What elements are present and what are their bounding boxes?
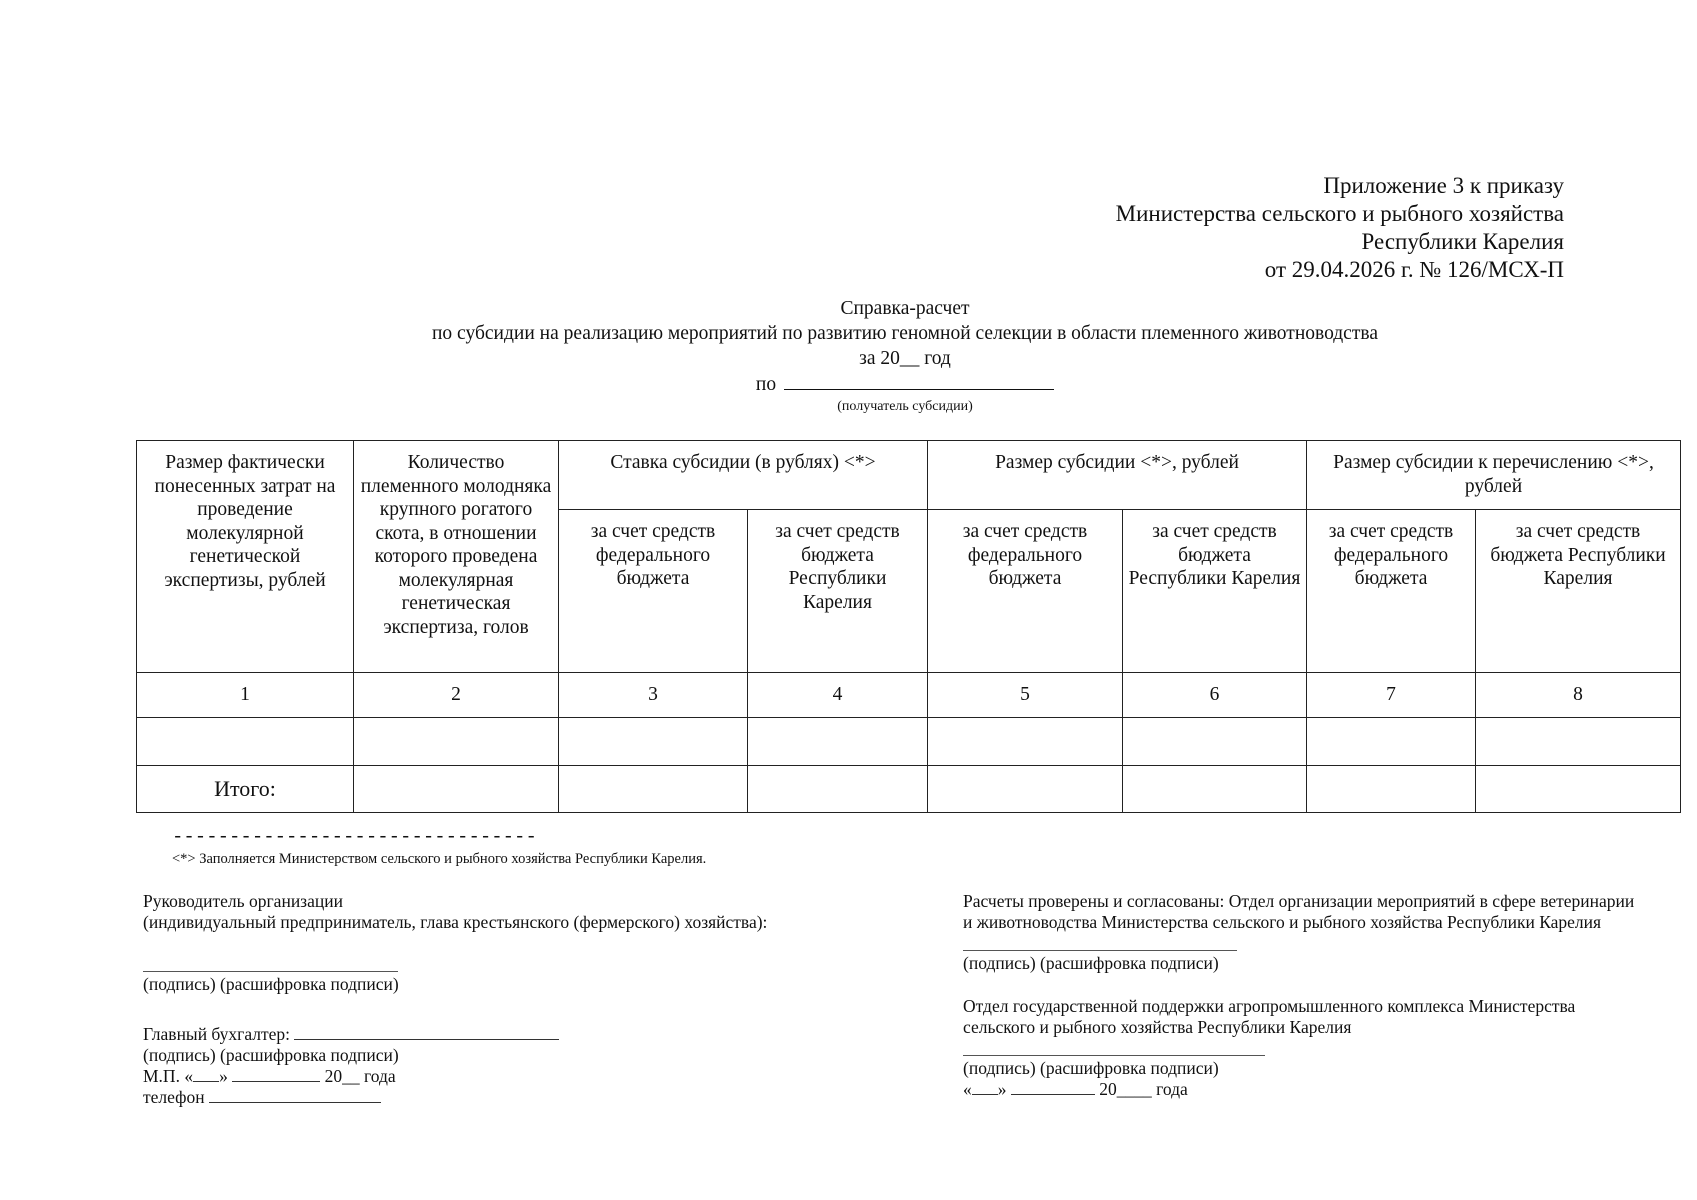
accountant-label: Главный бухгалтер:	[143, 1024, 291, 1044]
table-header-row	[137, 441, 1681, 510]
data-cell[interactable]	[1476, 718, 1681, 766]
subheader-amount-regional: за счет средств бюджета Республики Карелия	[1123, 510, 1307, 673]
accountant-signature-caption: (подпись) (расшифровка подписи)	[143, 1045, 399, 1065]
dept2-signature-caption: (подпись) (расшифровка подписи)	[963, 1058, 1219, 1078]
dept2-day-field[interactable]	[972, 1079, 998, 1095]
dept1-line1: Расчеты проверены и согласованы: Отдел организации мероприятий в сфере ветеринарии	[963, 891, 1635, 911]
recipient-field[interactable]	[784, 371, 1054, 390]
column-number: 2	[354, 673, 559, 718]
data-row	[137, 718, 1681, 766]
document-title-block	[0, 296, 1697, 415]
stamp-date-mid: »	[219, 1066, 228, 1086]
recipient-prefix: по	[755, 374, 777, 395]
dept2-month-field[interactable]	[1011, 1079, 1095, 1095]
dept2-date-mid: »	[997, 1079, 1007, 1099]
total-cell[interactable]	[354, 766, 559, 813]
column-number: 1	[137, 673, 354, 718]
head-title: Руководитель организации	[143, 891, 343, 911]
document-subtitle: по субсидии на реализацию мероприятий по развитию геномной селекции в области племенного животноводства	[432, 323, 1378, 344]
header-subsidy-transfer: Размер субсидии к перечислению <*>, рублей	[1307, 441, 1681, 510]
column-number: 8	[1476, 673, 1681, 718]
data-cell[interactable]	[1123, 718, 1307, 766]
dept2-date-prefix: «	[963, 1079, 972, 1099]
data-cell[interactable]	[1307, 718, 1476, 766]
stamp-date-line	[143, 1066, 396, 1088]
footnote-text: <*> Заполняется Министерством сельского и рыбного хозяйства Республики Карелия.	[172, 851, 707, 867]
column-number: 6	[1123, 673, 1307, 718]
column-number: 3	[559, 673, 748, 718]
dept1-signature-caption: (подпись) (расшифровка подписи)	[963, 953, 1219, 973]
subsidy-table	[136, 440, 1681, 813]
appendix-line: Приложение 3 к приказу	[1323, 173, 1564, 198]
document-header	[1116, 172, 1564, 284]
data-cell[interactable]	[137, 718, 354, 766]
data-cell[interactable]	[928, 718, 1123, 766]
ministry-line: Министерства сельского и рыбного хозяйства	[1115, 201, 1564, 226]
total-cell[interactable]	[1123, 766, 1307, 813]
column-number: 5	[928, 673, 1123, 718]
subheader-transfer-federal: за счет средств федерального бюджета	[1307, 510, 1476, 673]
header-subsidy-rate: Ставка субсидии (в рублях) <*>	[559, 441, 928, 510]
total-cell[interactable]	[559, 766, 748, 813]
accountant-signature-field[interactable]	[294, 1024, 559, 1040]
recipient-line	[0, 371, 1697, 397]
head-signature-line[interactable]	[143, 971, 398, 972]
phone-field[interactable]	[209, 1087, 381, 1103]
dept2-date-line	[963, 1079, 1188, 1101]
dept2-signature-line[interactable]	[963, 1055, 1265, 1056]
accountant-line	[143, 1024, 559, 1046]
head-signature-caption: (подпись) (расшифровка подписи)	[143, 974, 399, 994]
republic-line: Республики Карелия	[1361, 229, 1564, 254]
header-actual-costs: Размер фактически понесенных затрат на проведение молекулярной генетической экспертизы, рублей	[137, 441, 354, 673]
subheader-rate-regional: за счет средств бюджета Республики Карелия	[748, 510, 928, 673]
stamp-date-prefix: М.П. «	[143, 1066, 194, 1086]
data-cell[interactable]	[354, 718, 559, 766]
document-title: Справка-расчет	[840, 298, 970, 319]
column-number: 7	[1307, 673, 1476, 718]
recipient-caption: (получатель субсидии)	[837, 399, 973, 414]
total-cell[interactable]	[928, 766, 1123, 813]
data-cell[interactable]	[559, 718, 748, 766]
column-number: 4	[748, 673, 928, 718]
footnote-separator: --------------------------------	[172, 826, 537, 848]
dept2-line2: сельского и рыбного хозяйства Республики Карелия	[963, 1017, 1352, 1037]
dept1-line2: и животноводства Министерства сельского и рыбного хозяйства Республики Карелия	[963, 912, 1602, 932]
phone-label: телефон	[143, 1087, 205, 1107]
total-cell[interactable]	[1476, 766, 1681, 813]
head-subtitle: (индивидуальный предприниматель, глава крестьянского (фермерского) хозяйства):	[143, 912, 768, 932]
stamp-month-field[interactable]	[232, 1066, 320, 1082]
order-date-line: от 29.04.2026 г. № 126/МСХ-П	[1264, 257, 1564, 282]
total-row	[137, 766, 1681, 813]
subheader-transfer-regional: за счет средств бюджета Республики Карелия	[1476, 510, 1681, 673]
stamp-day-field[interactable]	[193, 1066, 219, 1082]
header-cattle-count: Количество племенного молодняка крупного рогатого скота, в отношении которого проведена молекулярная генетическая экспертиза, голов	[354, 441, 559, 673]
year-line: за 20__ год	[859, 348, 951, 369]
subheader-rate-federal: за счет средств федерального бюджета	[559, 510, 748, 673]
phone-line	[143, 1087, 381, 1109]
dept1-signature-line[interactable]	[963, 950, 1237, 951]
stamp-date-year: 20__ года	[324, 1066, 396, 1086]
dept2-date-year: 20____ года	[1099, 1079, 1188, 1099]
dept2-line1: Отдел государственной поддержки агропромышленного комплекса Министерства	[963, 996, 1576, 1016]
total-cell[interactable]	[1307, 766, 1476, 813]
header-subsidy-amount: Размер субсидии <*>, рублей	[928, 441, 1307, 510]
total-label: Итого:	[137, 766, 354, 813]
column-number-row	[137, 673, 1681, 718]
total-cell[interactable]	[748, 766, 928, 813]
subheader-amount-federal: за счет средств федерального бюджета	[928, 510, 1123, 673]
data-cell[interactable]	[748, 718, 928, 766]
